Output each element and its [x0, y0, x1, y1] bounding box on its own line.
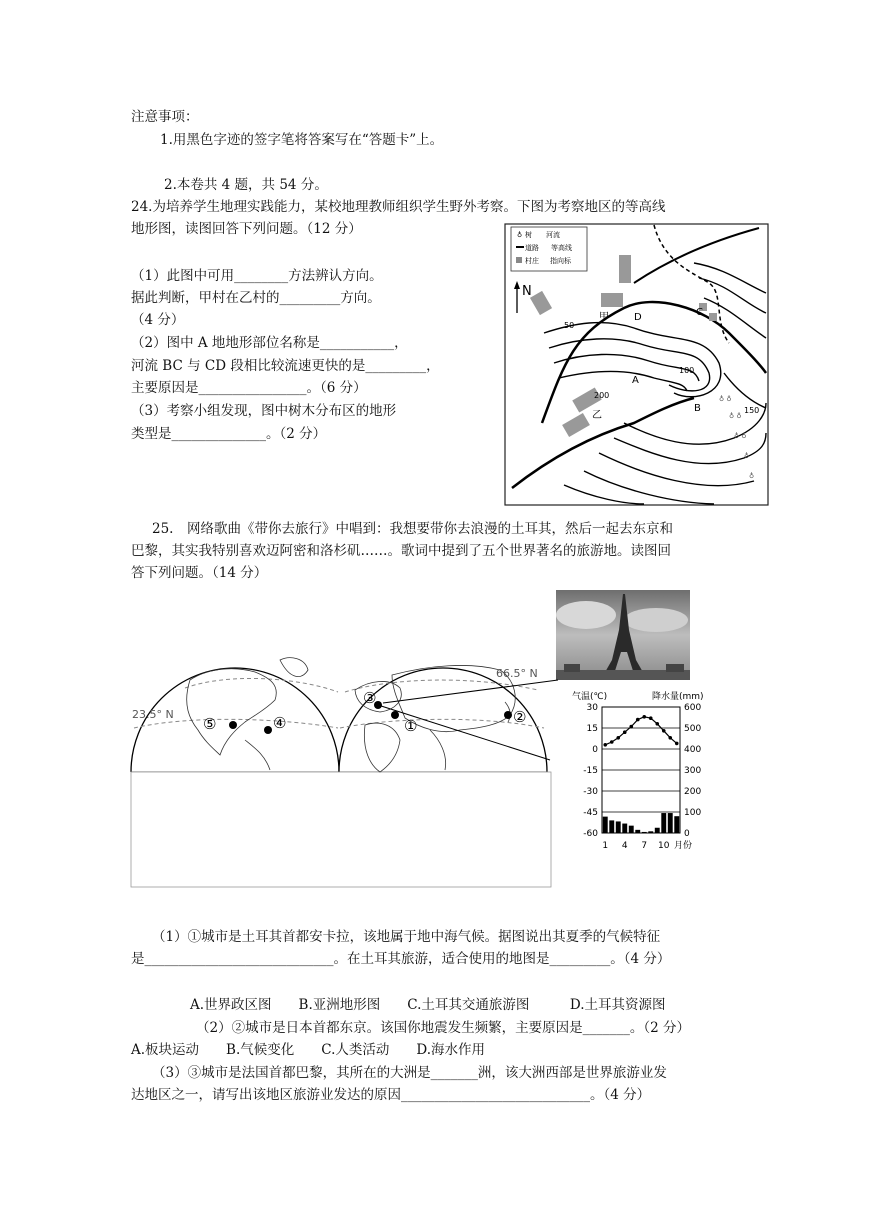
marker-4: ④: [273, 714, 287, 732]
y-left-tick-label: -30: [583, 787, 598, 797]
world-map-panel: [130, 630, 570, 890]
x-axis-title: 月份: [674, 841, 693, 851]
y-right-tick-label: 600: [684, 703, 702, 713]
q25-part2: （2）②城市是日本首都东京。该国你地震发生频繁，主要原因是_______。（2 分）: [196, 1020, 690, 1036]
precip-bar: [616, 821, 621, 833]
north-label: N: [522, 284, 532, 299]
y-left-tick-label: 0: [592, 745, 598, 755]
q25-part3-b: 达地区之一，请写出该地区旅游业发达的原因____________________________。（4 分）: [131, 1087, 651, 1103]
x-tick-label: 1: [602, 841, 609, 851]
temperature-point: [636, 718, 640, 722]
q25-part3-a: （3）③城市是法国首都巴黎，其所在的大洲是_______洲，该大洲西部是世界旅游业发: [152, 1065, 667, 1081]
lat-66-label: 66.5° N: [496, 667, 538, 680]
marker-1: ①: [404, 717, 418, 735]
contour-label-150: 150: [744, 406, 760, 415]
q24-part1-a: （1）此图中可用________方法辨认方向。: [131, 268, 383, 284]
svg-text:♁: ♁: [749, 472, 755, 480]
temperature-point: [642, 715, 646, 719]
precip-bar: [655, 828, 660, 833]
q25-stem-3: 答下列问题。（14 分）: [131, 565, 268, 581]
city-ankara-dot: [391, 711, 399, 719]
precip-bar: [674, 816, 679, 833]
q24-stem-2: 地形图，读图回答下列问题。（12 分）: [131, 221, 362, 237]
contour-label-200: 200: [594, 391, 610, 400]
q24-stem-1: 24.为培养学生地理实践能力，某校地理教师组织学生野外考察。下图为考察地区的等高线: [131, 199, 666, 215]
x-tick-label: 4: [621, 841, 628, 851]
temperature-point: [623, 730, 627, 734]
y-left-tick-label: 15: [586, 724, 598, 734]
y-left-tick-label: -45: [583, 808, 598, 818]
y-right-tick-label: 200: [684, 787, 702, 797]
legend-contour: 等高线: [551, 244, 572, 252]
q25-part1-b: 是____________________________。在土耳其旅游，适合使用的地图是_________。（4 分）: [131, 951, 671, 967]
q24-part3-b: 类型是______________。（2 分）: [131, 426, 327, 442]
notice-item-1: 1.用黑色字迹的签字笔将答案写在“答题卡”上。: [160, 132, 444, 148]
temperature-point: [616, 736, 620, 740]
y-right-tick-label: 100: [684, 808, 702, 818]
temperature-point: [603, 743, 607, 747]
legend-arrow: 指向标: [550, 257, 571, 265]
temperature-point: [655, 722, 659, 726]
city-miami-dot: [264, 726, 272, 734]
y-right-tick-label: 500: [684, 724, 702, 734]
precip-bar: [603, 817, 608, 833]
q24-part2-c: 主要原因是________________。（6 分）: [131, 380, 367, 396]
notice-item-2: 2.本卷共 4 题，共 54 分。: [164, 177, 328, 193]
precip-bar: [622, 824, 627, 833]
q25-part1-a: （1）①城市是土耳其首都安卡拉，该地属于地中海气候。据图说出其夏季的气候特征: [152, 929, 661, 945]
svg-text:♁ ♁: ♁ ♁: [719, 395, 732, 403]
temperature-point: [610, 740, 614, 744]
precip-bar: [629, 826, 634, 833]
precip-bar: [635, 830, 640, 833]
precip-bar: [668, 813, 673, 833]
precip-bar: [661, 813, 666, 833]
svg-text:♁: ♁: [744, 452, 750, 460]
y-right-tick-label: 0: [684, 829, 690, 839]
x-tick-label: 7: [641, 841, 648, 851]
eiffel-photo: [556, 590, 690, 680]
temperature-point: [629, 725, 633, 729]
precip-bar: [642, 832, 647, 833]
city-tokyo-dot: [504, 711, 512, 719]
label-A: A: [632, 375, 639, 386]
contour-label-100: 100: [679, 366, 695, 375]
q24-part3-a: （3）考察小组发现，图中树木分布区的地形: [131, 403, 397, 419]
q25-stem-2: 巴黎，其实我特别喜欢迈阿密和洛杉矶……。歌词中提到了五个世界著名的旅游地。读图回: [131, 543, 671, 559]
contour-map: [504, 223, 769, 506]
legend-village-icon: [516, 257, 522, 263]
x-tick-label: 10: [658, 841, 670, 851]
temperature-point: [668, 736, 672, 740]
temperature-point: [675, 742, 679, 746]
label-B: B: [694, 403, 701, 414]
q25-stem-1: 25. 网络歌曲《带你去旅行》中唱到：我想要带你去浪漫的土耳其，然后一起去东京和: [152, 521, 673, 537]
svg-text:♁ ♁: ♁ ♁: [734, 432, 747, 440]
y-right-tick-label: 300: [684, 766, 702, 776]
legend-tree-icon: ♁: [517, 231, 523, 239]
lat-23-label: 23.5° N: [132, 708, 174, 721]
temperature-line: [605, 717, 677, 745]
temperature-point: [649, 716, 653, 720]
right-axis-title: 降水量(mm): [652, 692, 704, 702]
q24-part1-b: 据此判断，甲村在乙村的_________方向。: [131, 290, 381, 306]
marker-3: ③: [363, 689, 377, 707]
city-la-dot: [229, 721, 237, 729]
q24-part1-c: （4 分）: [131, 312, 185, 328]
y-left-tick-label: -15: [583, 766, 598, 776]
label-yi: 乙: [592, 410, 602, 421]
notice-title: 注意事项：: [131, 109, 199, 125]
legend-village: 村庄: [525, 257, 539, 265]
y-right-tick-label: 400: [684, 745, 702, 755]
contour-label-50: 50: [564, 321, 575, 330]
marker-2: ②: [513, 708, 527, 726]
legend-river: 河流: [546, 231, 560, 239]
precip-bar: [609, 820, 614, 833]
label-C: C: [696, 307, 703, 318]
q25-part2-options: A.板块运动 B.气候变化 C.人类活动 D.海水作用: [131, 1042, 486, 1058]
precip-bar: [648, 831, 653, 833]
temperature-point: [662, 729, 666, 733]
legend-road: 道路: [525, 244, 539, 252]
q25-part1-options: A.世界政区图 B.亚洲地形图 C.土耳其交通旅游图 D.土耳其资源图: [190, 997, 666, 1013]
left-axis-title: 气温(℃): [572, 692, 608, 702]
y-left-tick-label: -60: [583, 829, 598, 839]
marker-5: ⑤: [203, 715, 217, 733]
label-jia: 甲: [599, 312, 609, 323]
legend-tree: 树: [525, 231, 532, 239]
label-D: D: [634, 312, 642, 323]
climate-chart: [570, 686, 720, 852]
q24-part2-b: 河流 BC 与 CD 段相比较流速更快的是_________，: [131, 358, 440, 374]
q24-part2-a: （2）图中 A 地地形部位名称是___________，: [131, 335, 408, 351]
svg-text:♁ ♁: ♁ ♁: [729, 412, 742, 420]
y-left-tick-label: 30: [586, 703, 598, 713]
